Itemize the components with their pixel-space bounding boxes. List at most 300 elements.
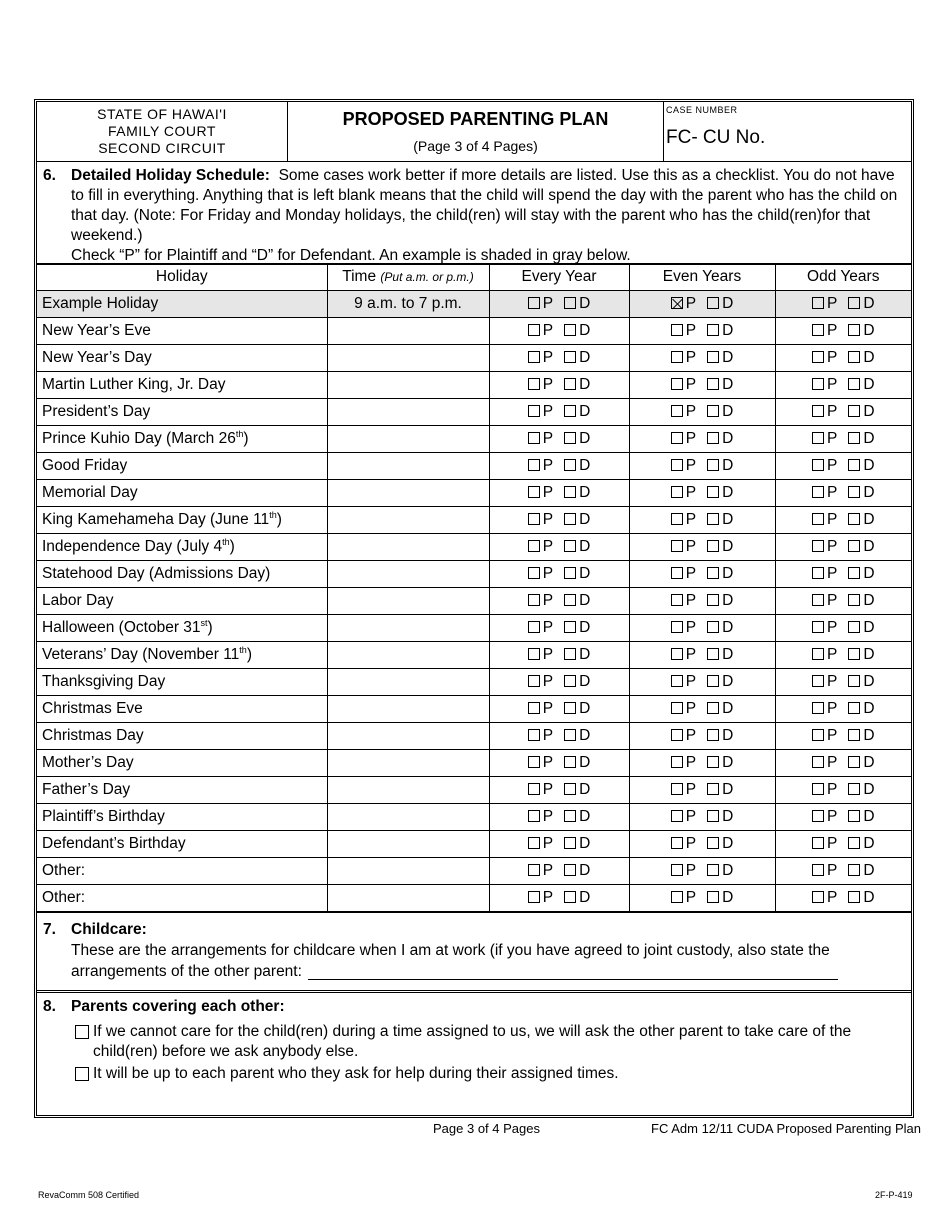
checkbox-p-icon[interactable]: [528, 756, 540, 768]
odd-years-choice: [775, 560, 911, 587]
checkbox-p-icon[interactable]: [528, 351, 540, 363]
checkbox-d-icon[interactable]: [707, 405, 719, 417]
odd-years-choice: [775, 830, 911, 857]
footer-form-number: 2F-P-419: [875, 1190, 913, 1200]
checkbox-d-label: D: [863, 537, 875, 555]
even-years-choice: [629, 641, 775, 668]
checkbox-p-icon[interactable]: [671, 486, 683, 498]
checkbox-p-icon[interactable]: [812, 459, 824, 471]
checkbox-d-icon[interactable]: [707, 378, 719, 390]
checkbox-d-icon[interactable]: [848, 810, 860, 822]
every-year-choice: [489, 614, 629, 641]
even-years-choice: [629, 452, 775, 479]
every-year-choice: [489, 641, 629, 668]
even-years-choice: [629, 506, 775, 533]
checkbox-p-icon[interactable]: [671, 378, 683, 390]
checkbox-d-icon[interactable]: [848, 432, 860, 444]
checkbox-p-label: P: [685, 726, 697, 744]
time-input[interactable]: [327, 317, 489, 344]
section-number: 8.: [43, 998, 56, 1015]
checkbox-p-icon[interactable]: [671, 675, 683, 687]
table-row: [37, 533, 911, 560]
checkbox-d-icon[interactable]: [848, 891, 860, 903]
checkbox-d-icon[interactable]: [707, 810, 719, 822]
odd-years-choice: [775, 722, 911, 749]
checkbox-icon: [564, 297, 576, 309]
checkbox-d-label: D: [579, 429, 591, 447]
checkbox-p-icon[interactable]: [528, 513, 540, 525]
checkbox-p-icon[interactable]: [528, 405, 540, 417]
checkbox-p-label: P: [542, 429, 554, 447]
checkbox-d-icon[interactable]: [707, 648, 719, 660]
checkbox-d-icon[interactable]: [564, 891, 576, 903]
checkbox-p-icon[interactable]: [812, 702, 824, 714]
even-years-choice: [629, 695, 775, 722]
holiday-name: [37, 641, 327, 668]
checkbox-p-icon[interactable]: [528, 432, 540, 444]
checkbox-d-icon[interactable]: [564, 648, 576, 660]
checkbox-d-label: D: [863, 402, 875, 420]
checkbox-p-icon[interactable]: [671, 648, 683, 660]
checkbox-d-label: D: [863, 645, 875, 663]
odd-years-choice: [775, 371, 911, 398]
even-years-choice: [629, 533, 775, 560]
checkbox-p-icon[interactable]: [671, 432, 683, 444]
checkbox-d-icon[interactable]: [707, 702, 719, 714]
checkbox-d-icon[interactable]: [707, 540, 719, 552]
checkbox-d-icon[interactable]: [564, 540, 576, 552]
court-block: [37, 102, 288, 161]
ordinal-suffix: th: [239, 644, 247, 655]
every-year-choice: [489, 830, 629, 857]
holiday-name: [37, 803, 327, 830]
checkbox-d-icon[interactable]: [848, 729, 860, 741]
example-even-years: P D: [629, 290, 775, 317]
checkbox-d-label: D: [579, 564, 591, 582]
checkbox-p-icon[interactable]: [812, 567, 824, 579]
ordinal-suffix: th: [222, 536, 230, 547]
time-input[interactable]: [327, 371, 489, 398]
checkbox-icon: [848, 297, 860, 309]
odd-years-choice: [775, 344, 911, 371]
checkbox-p-label: P: [542, 564, 554, 582]
checkbox-d-label: D: [579, 348, 591, 366]
odd-years-choice: [775, 452, 911, 479]
checkbox-d-label: D: [579, 591, 591, 609]
odd-years-choice: [775, 533, 911, 560]
footer-revacomm: RevaComm 508 Certified: [38, 1190, 140, 1200]
checkbox-d-label: D: [722, 537, 734, 555]
time-input[interactable]: [327, 857, 489, 884]
checkbox-p-icon[interactable]: [528, 459, 540, 471]
checkbox-p-label: P: [826, 807, 838, 825]
checkbox-d-icon[interactable]: [564, 594, 576, 606]
checkbox-p-label: P: [542, 699, 554, 717]
checkbox-d-label: D: [579, 699, 591, 717]
odd-years-choice: [775, 398, 911, 425]
checkbox-p-icon[interactable]: [528, 675, 540, 687]
checkbox-p-icon[interactable]: [812, 351, 824, 363]
checkbox-p-icon[interactable]: [812, 783, 824, 795]
checkbox-d-label: D: [722, 834, 734, 852]
even-years-choice: [629, 317, 775, 344]
checkbox-p-label: P: [826, 753, 838, 771]
checkbox-p-icon[interactable]: [671, 864, 683, 876]
checkbox-d-icon[interactable]: [707, 675, 719, 687]
checkbox-d-label: D: [579, 726, 591, 744]
checkbox-d-label: D: [863, 429, 875, 447]
time-input[interactable]: [327, 587, 489, 614]
time-input[interactable]: [327, 533, 489, 560]
checkbox-p-icon[interactable]: [812, 810, 824, 822]
every-year-choice: [489, 371, 629, 398]
time-input[interactable]: [327, 641, 489, 668]
checkbox-d-icon[interactable]: [564, 567, 576, 579]
checkbox-p-label: P: [542, 456, 554, 474]
checkbox-icon[interactable]: [75, 1067, 89, 1081]
checkbox-d-label: D: [579, 618, 591, 636]
time-input[interactable]: [327, 344, 489, 371]
holiday-name: [37, 722, 327, 749]
checkbox-d-icon[interactable]: [564, 432, 576, 444]
checkbox-p-label: P: [542, 834, 554, 852]
odd-years-choice: [775, 641, 911, 668]
checkbox-d-icon[interactable]: [848, 675, 860, 687]
table-row: [37, 371, 911, 398]
checkbox-d-icon[interactable]: [707, 486, 719, 498]
checkbox-p-icon[interactable]: [528, 648, 540, 660]
checkbox-d-icon[interactable]: [848, 594, 860, 606]
odd-years-choice: [775, 695, 911, 722]
table-row: [37, 722, 911, 749]
checkbox-d-label: D: [579, 645, 591, 663]
checkbox-p-icon[interactable]: [528, 702, 540, 714]
holiday-name: [37, 317, 327, 344]
checkbox-d-icon[interactable]: [707, 783, 719, 795]
checkbox-p-icon[interactable]: [671, 513, 683, 525]
checkbox-p-icon[interactable]: [528, 378, 540, 390]
checkbox-d-icon[interactable]: [848, 864, 860, 876]
checkbox-p-icon[interactable]: [528, 486, 540, 498]
option-each-parent[interactable]: [73, 1064, 903, 1084]
checkbox-d-label: D: [863, 456, 875, 474]
even-years-choice: [629, 749, 775, 776]
checkbox-p-icon[interactable]: [812, 837, 824, 849]
holiday-label: New Year’s Day: [42, 348, 152, 366]
holiday-name: [37, 560, 327, 587]
time-input[interactable]: [327, 452, 489, 479]
section-instruction: Check “P” for Plaintiff and “D” for Defendant. An example is shaded in gray below.: [71, 247, 631, 264]
table-row: [37, 452, 911, 479]
checkbox-d-icon[interactable]: [564, 486, 576, 498]
checkbox-p-label: P: [685, 888, 697, 906]
checkbox-d-icon[interactable]: [707, 513, 719, 525]
checkbox-d-icon[interactable]: [848, 405, 860, 417]
checkbox-p-icon[interactable]: [671, 405, 683, 417]
table-row: [37, 695, 911, 722]
checkbox-p-icon[interactable]: [528, 864, 540, 876]
checkbox-d-icon[interactable]: [564, 729, 576, 741]
time-input[interactable]: [327, 614, 489, 641]
time-input[interactable]: [327, 425, 489, 452]
checkbox-p-icon[interactable]: [812, 729, 824, 741]
checkbox-d-label: D: [722, 510, 734, 528]
checkbox-p-label: P: [826, 834, 838, 852]
table-row: [37, 857, 911, 884]
checkbox-d-label: D: [863, 861, 875, 879]
checkbox-p-icon[interactable]: [528, 567, 540, 579]
holiday-label-tail: ): [229, 538, 235, 556]
checkbox-p-icon[interactable]: [812, 513, 824, 525]
checkbox-p-icon[interactable]: [671, 459, 683, 471]
time-input[interactable]: [327, 830, 489, 857]
checkbox-p-label: P: [542, 537, 554, 555]
option-ask-other-parent[interactable]: [73, 1022, 903, 1062]
every-year-choice: [489, 452, 629, 479]
even-years-choice: [629, 425, 775, 452]
checkbox-p-icon[interactable]: [671, 540, 683, 552]
odd-years-choice: [775, 506, 911, 533]
checkbox-p-icon[interactable]: [528, 810, 540, 822]
checkbox-p-icon[interactable]: [528, 837, 540, 849]
checkbox-p-label: P: [685, 510, 697, 528]
even-years-choice: [629, 587, 775, 614]
checkbox-p-icon[interactable]: [812, 324, 824, 336]
checkbox-d-icon[interactable]: [564, 837, 576, 849]
odd-years-choice: [775, 587, 911, 614]
checkbox-p-icon[interactable]: [528, 324, 540, 336]
checkbox-d-icon[interactable]: [848, 459, 860, 471]
checkbox-p-icon[interactable]: [671, 621, 683, 633]
checkbox-p-icon[interactable]: [528, 621, 540, 633]
checkbox-p-label: P: [685, 618, 697, 636]
checkbox-d-label: D: [722, 456, 734, 474]
checkbox-d-icon[interactable]: [848, 783, 860, 795]
holiday-name: [37, 587, 327, 614]
checkbox-p-label: P: [826, 375, 838, 393]
checkbox-d-icon[interactable]: [707, 729, 719, 741]
checkbox-d-icon[interactable]: [564, 378, 576, 390]
case-number-field[interactable]: FC- CU No.: [666, 127, 766, 148]
holiday-label: Martin Luther King, Jr. Day: [42, 375, 226, 393]
col-holiday: Holiday: [37, 265, 327, 290]
holiday-label: Christmas Day: [42, 726, 144, 744]
checkbox-p-icon[interactable]: [671, 783, 683, 795]
checkbox-d-icon[interactable]: [564, 405, 576, 417]
checkbox-p-label: P: [826, 645, 838, 663]
every-year-choice: [489, 695, 629, 722]
checkbox-d-label: D: [722, 699, 734, 717]
checkbox-p-label: P: [542, 807, 554, 825]
even-years-choice: [629, 722, 775, 749]
checkbox-p-icon[interactable]: [528, 594, 540, 606]
checkbox-d-icon[interactable]: [707, 621, 719, 633]
checkbox-d-icon[interactable]: [564, 810, 576, 822]
checkbox-p-label: P: [685, 375, 697, 393]
time-input[interactable]: [327, 722, 489, 749]
checkbox-d-icon[interactable]: [707, 756, 719, 768]
time-input[interactable]: [327, 884, 489, 912]
time-input[interactable]: [327, 560, 489, 587]
col-odd-years: Odd Years: [775, 265, 911, 290]
checkbox-p-label: P: [826, 510, 838, 528]
checkbox-p-label: P: [685, 645, 697, 663]
checkbox-d-icon[interactable]: [564, 756, 576, 768]
checkbox-d-icon[interactable]: [707, 432, 719, 444]
checkbox-d-icon[interactable]: [848, 513, 860, 525]
checkbox-d-icon[interactable]: [848, 756, 860, 768]
checkbox-d-icon[interactable]: [564, 675, 576, 687]
checkbox-p-icon[interactable]: [812, 378, 824, 390]
checkbox-d-icon[interactable]: [848, 378, 860, 390]
checkbox-d-icon[interactable]: [707, 594, 719, 606]
section-holiday-schedule: [37, 162, 911, 265]
checkbox-d-icon[interactable]: [564, 864, 576, 876]
checkbox-p-icon[interactable]: [671, 351, 683, 363]
checkbox-d-icon[interactable]: [707, 459, 719, 471]
time-input[interactable]: [327, 398, 489, 425]
checkbox-d-icon[interactable]: [707, 891, 719, 903]
checkbox-p-icon[interactable]: [812, 675, 824, 687]
checkbox-icon[interactable]: [75, 1025, 89, 1039]
checkbox-p-label: P: [685, 591, 697, 609]
table-header-row: [37, 265, 911, 290]
checkbox-p-icon[interactable]: [812, 621, 824, 633]
odd-years-choice: [775, 857, 911, 884]
checkbox-d-icon[interactable]: [848, 324, 860, 336]
checkbox-d-icon[interactable]: [848, 837, 860, 849]
time-input[interactable]: [327, 749, 489, 776]
checkbox-p-icon[interactable]: [528, 729, 540, 741]
checkbox-p-icon[interactable]: [812, 405, 824, 417]
checkbox-d-icon[interactable]: [848, 702, 860, 714]
checkbox-d-label: D: [722, 780, 734, 798]
table-row: [37, 830, 911, 857]
checkbox-d-icon[interactable]: [564, 351, 576, 363]
checkbox-p-icon[interactable]: [671, 891, 683, 903]
checkbox-d-label: D: [863, 483, 875, 501]
checkbox-d-label: D: [579, 807, 591, 825]
holiday-label: Mother’s Day: [42, 753, 134, 771]
time-input[interactable]: [327, 668, 489, 695]
checkbox-d-label: D: [722, 888, 734, 906]
checkbox-d-label: D: [722, 483, 734, 501]
section-text: Some cases work better if more details are listed. Use this as a checklist. You do not have to fill in everything. Anything that is left blank means that the child will spend the day with the parent who has the child on that day. (Note: For Friday and Monday holidays, the child(ren) will stay with the parent who has the child(ren)for that weekend.): [71, 167, 898, 244]
case-number-label: CASE NUMBER: [666, 105, 738, 115]
checkbox-p-icon[interactable]: [671, 837, 683, 849]
checkbox-d-icon[interactable]: [564, 324, 576, 336]
section-heading: Parents covering each other:: [71, 998, 285, 1015]
checkbox-p-icon[interactable]: [528, 891, 540, 903]
every-year-choice: [489, 425, 629, 452]
checkbox-d-icon[interactable]: [707, 324, 719, 336]
checkbox-d-icon[interactable]: [848, 621, 860, 633]
every-year-choice: [489, 749, 629, 776]
checkbox-p-icon[interactable]: [812, 891, 824, 903]
form-frame: [34, 99, 914, 1118]
checkbox-p-icon[interactable]: [671, 810, 683, 822]
checkbox-p-icon[interactable]: [671, 702, 683, 714]
checkbox-p-icon[interactable]: [812, 864, 824, 876]
checkbox-d-label: D: [579, 456, 591, 474]
checkbox-d-icon[interactable]: [564, 702, 576, 714]
checkbox-p-icon[interactable]: [812, 648, 824, 660]
checkbox-p-label: P: [542, 780, 554, 798]
checkbox-p-icon[interactable]: [528, 783, 540, 795]
childcare-input-line[interactable]: [308, 963, 838, 980]
time-input[interactable]: [327, 506, 489, 533]
holiday-label: New Year’s Eve: [42, 321, 151, 339]
checkbox-p-icon[interactable]: [812, 540, 824, 552]
checkbox-d-icon[interactable]: [848, 540, 860, 552]
time-input[interactable]: [327, 479, 489, 506]
holiday-label: Veterans’ Day (November 11: [42, 646, 240, 664]
checkbox-d-label: D: [722, 645, 734, 663]
checkbox-p-icon[interactable]: [671, 729, 683, 741]
checkbox-d-icon[interactable]: [564, 783, 576, 795]
every-year-choice: [489, 560, 629, 587]
checkbox-p-label: P: [685, 672, 697, 690]
section-childcare: [37, 913, 911, 993]
checkbox-p-label: P: [826, 861, 838, 879]
even-years-choice: [629, 479, 775, 506]
checkbox-p-icon[interactable]: [528, 540, 540, 552]
checkbox-d-icon[interactable]: [564, 459, 576, 471]
table-row: [37, 587, 911, 614]
checkbox-d-icon[interactable]: [564, 513, 576, 525]
checkbox-d-icon[interactable]: [707, 864, 719, 876]
checkbox-p-label: P: [826, 780, 838, 798]
holiday-name: [37, 344, 327, 371]
checkbox-d-icon[interactable]: [848, 567, 860, 579]
checkbox-p-icon[interactable]: [671, 567, 683, 579]
ordinal-suffix: th: [269, 509, 277, 520]
time-input[interactable]: [327, 695, 489, 722]
section-heading: Detailed Holiday Schedule:: [71, 167, 270, 184]
checkbox-p-icon[interactable]: [671, 594, 683, 606]
checkbox-d-icon[interactable]: [707, 567, 719, 579]
court-name: FAMILY COURT: [108, 123, 216, 139]
checkbox-p-icon[interactable]: [812, 432, 824, 444]
checkbox-p-label: P: [542, 888, 554, 906]
checkbox-d-icon[interactable]: [564, 621, 576, 633]
checkbox-p-icon[interactable]: [812, 756, 824, 768]
checkbox-d-icon[interactable]: [848, 648, 860, 660]
checkbox-d-icon[interactable]: [707, 351, 719, 363]
checkbox-d-label: D: [579, 834, 591, 852]
checkbox-d-icon[interactable]: [848, 486, 860, 498]
checkbox-d-label: D: [579, 402, 591, 420]
time-input[interactable]: [327, 803, 489, 830]
checkbox-d-label: D: [722, 618, 734, 636]
case-block[interactable]: [664, 102, 911, 161]
time-input[interactable]: [327, 776, 489, 803]
footer-page-number: Page 3 of 4 Pages: [433, 1121, 540, 1136]
odd-years-choice: [775, 479, 911, 506]
checkbox-d-icon[interactable]: [848, 351, 860, 363]
every-year-choice: [489, 884, 629, 912]
even-years-choice: [629, 614, 775, 641]
checkbox-p-icon[interactable]: [671, 324, 683, 336]
checkbox-p-icon[interactable]: [671, 756, 683, 768]
checkbox-d-icon[interactable]: [707, 837, 719, 849]
checkbox-p-icon[interactable]: [812, 594, 824, 606]
holiday-label: Statehood Day (Admissions Day): [42, 564, 271, 582]
checkbox-p-label: P: [542, 348, 554, 366]
checkbox-p-icon[interactable]: [812, 486, 824, 498]
even-years-choice: [629, 398, 775, 425]
holiday-name: [37, 695, 327, 722]
